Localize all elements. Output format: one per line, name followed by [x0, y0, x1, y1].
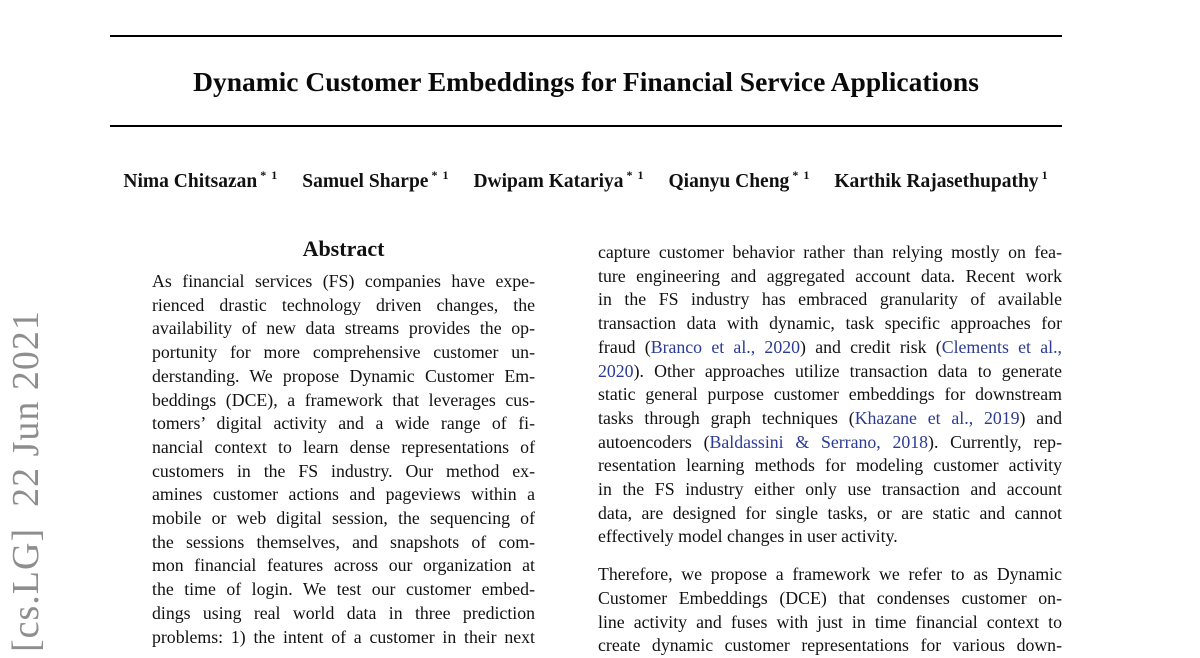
citation-link[interactable]: Baldassini & Serrano, 2018	[709, 431, 929, 452]
abstract-heading: Abstract	[302, 236, 385, 261]
text-segment: static general purpose customer embeddings for downstream	[598, 384, 1062, 405]
body-text-line	[598, 454, 1062, 478]
author-entry	[123, 168, 279, 192]
abstract-text-line	[152, 317, 535, 341]
right-column	[598, 241, 1062, 658]
header-rule-bottom	[110, 125, 1062, 127]
text-segment: the sessions themselves, and snapshots of com-	[152, 531, 535, 552]
abstract-text-line	[152, 507, 535, 531]
author-superscript: * 1	[792, 168, 811, 182]
text-segment: beddings (DCE), a framework that leverages cus-	[152, 389, 535, 410]
text-segment: autoencoders (	[598, 431, 710, 452]
author-superscript: * 1	[431, 168, 450, 182]
text-segment: data, are designed for single tasks, or are static and cannot	[598, 502, 1062, 523]
author-name: Samuel Sharpe	[302, 170, 429, 192]
text-segment: amines customer actions and pageviews within a	[152, 484, 535, 505]
text-segment: resentation learning methods for modeling customer activity	[598, 455, 1062, 476]
text-segment: ). Other approaches utilize transaction data to generate	[633, 360, 1062, 381]
text-segment: effectively model changes in user activity.	[598, 526, 898, 547]
body-text-line	[598, 525, 1062, 549]
text-segment: create dynamic customer representations for various down-	[598, 635, 1062, 656]
body-text-line	[598, 383, 1062, 407]
text-segment: tasks through graph techniques (	[598, 407, 855, 428]
abstract-text-line	[152, 460, 535, 484]
text-segment: tomers’ digital activity and a wide range of fi-	[152, 413, 535, 434]
abstract-text-line	[152, 270, 535, 294]
text-segment: portunity for more comprehensive customer un-	[152, 342, 535, 363]
author-entry	[834, 168, 1049, 192]
text-segment: in the FS industry either only use transaction and account	[598, 479, 1062, 500]
body-text-line	[598, 431, 1062, 455]
text-segment: availability of new data streams provides the op-	[152, 318, 535, 339]
abstract-text-line	[152, 341, 535, 365]
header-rule-top	[110, 35, 1062, 37]
body-text-line	[598, 336, 1062, 360]
body-text-line	[598, 587, 1062, 611]
text-segment: ). Currently, rep-	[928, 431, 1062, 452]
text-segment: capture customer behavior rather than relying mostly on fea-	[598, 242, 1062, 262]
text-segment: fraud (	[598, 336, 651, 357]
text-segment: mobile or web digital session, the sequencing of	[152, 508, 535, 529]
abstract-text-line	[152, 602, 535, 626]
author-superscript: * 1	[260, 168, 279, 182]
abstract-text-line	[152, 531, 535, 555]
abstract-text-line	[152, 436, 535, 460]
text-segment: problems: 1) the intent of a customer in their next	[152, 626, 535, 647]
author-entry	[473, 168, 645, 192]
text-segment: Customer Embeddings (DCE) that condenses customer on-	[598, 587, 1062, 608]
author-line	[110, 168, 1062, 193]
abstract-text-line	[152, 483, 535, 507]
body-text-line	[598, 478, 1062, 502]
author-name: Qianyu Cheng	[668, 170, 790, 192]
abstract-text-line	[152, 294, 535, 318]
abstract-text-line	[152, 554, 535, 578]
paragraph	[598, 241, 1062, 549]
abstract-text-line	[152, 626, 535, 650]
abstract-body	[152, 270, 535, 649]
text-segment: the time of login. We test our customer embed-	[152, 579, 535, 600]
body-text-line	[598, 634, 1062, 658]
arxiv-watermark: [cs.LG] 22 Jun 2021	[5, 310, 47, 652]
text-segment: rienced drastic technology driven changes, the	[152, 294, 535, 315]
text-segment: Therefore, we propose a framework we refer to as Dynamic	[598, 564, 1062, 585]
author-name: Nima Chitsazan	[123, 170, 258, 192]
body-text-line	[598, 563, 1062, 587]
author-name: Karthik Rajasethupathy	[834, 170, 1039, 192]
author-entry	[302, 168, 450, 192]
abstract-text-line	[152, 389, 535, 413]
body-text-line	[598, 611, 1062, 635]
body-text-line	[598, 288, 1062, 312]
citation-link[interactable]: 2020	[598, 360, 634, 381]
author-entry	[668, 168, 811, 192]
text-segment: ) and	[1019, 407, 1062, 428]
body-text-line	[598, 360, 1062, 384]
text-segment: in the FS industry has embraced granularity of available	[598, 289, 1062, 310]
author-superscript: * 1	[626, 168, 645, 182]
text-segment: ture engineering and aggregated account data. Recent work	[598, 265, 1062, 286]
citation-link[interactable]: Khazane et al., 2019	[854, 407, 1020, 428]
paper-title: Dynamic Customer Embeddings for Financial Service Applications	[193, 66, 979, 97]
text-segment: ) and credit risk (	[800, 336, 942, 357]
text-segment: As financial services (FS) companies have expe-	[152, 271, 535, 291]
body-text-line	[598, 241, 1062, 265]
text-segment: derstanding. We propose Dynamic Customer Em-	[152, 365, 535, 386]
author-superscript: 1	[1041, 168, 1049, 182]
body-text-line	[598, 502, 1062, 526]
paragraph	[598, 563, 1062, 658]
author-name: Dwipam Katariya	[473, 170, 624, 192]
text-segment: nancial context to learn dense representations of	[152, 436, 535, 457]
abstract-text-line	[152, 412, 535, 436]
citation-link[interactable]: Clements et al.,	[941, 336, 1062, 357]
body-text-line	[598, 407, 1062, 431]
body-text-line	[598, 312, 1062, 336]
text-segment: mon financial features across our organization at	[152, 555, 535, 576]
text-segment: line activity and fuses with just in time financial context to	[598, 611, 1062, 632]
abstract-text-line	[152, 578, 535, 602]
text-segment: transaction data with dynamic, task specific approaches for	[598, 313, 1062, 334]
abstract-text-line	[152, 365, 535, 389]
text-segment: customers in the FS industry. Our method ex-	[152, 460, 535, 481]
text-segment: dings using real world data in three prediction	[152, 602, 535, 623]
citation-link[interactable]: Branco et al., 2020	[650, 336, 800, 357]
body-text-line	[598, 265, 1062, 289]
